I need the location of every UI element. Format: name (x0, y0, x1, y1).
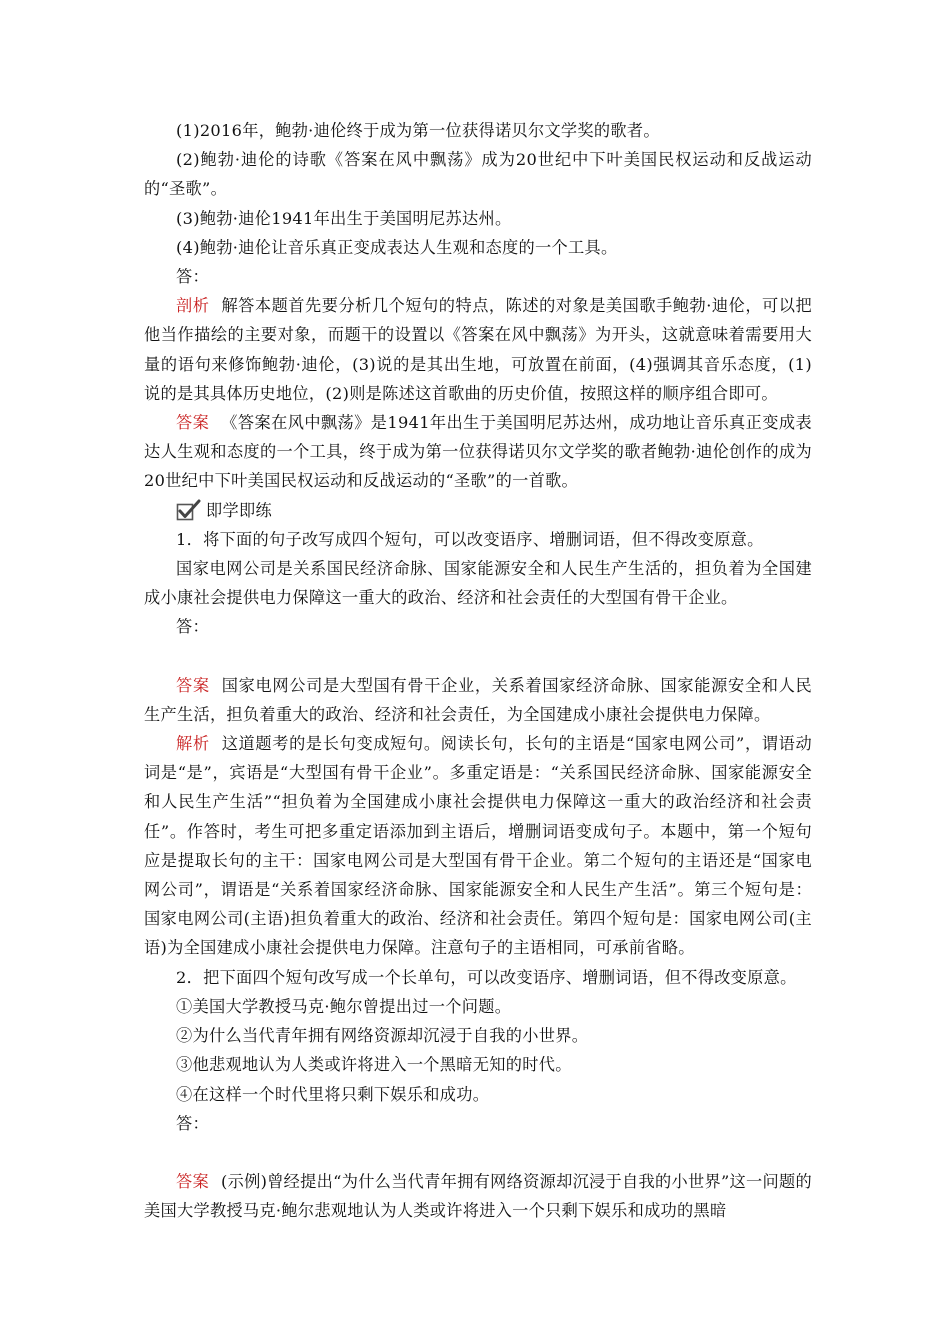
ex1-answer-tag: 答案 (176, 675, 210, 695)
practice-heading (144, 496, 812, 525)
analysis-tag: 剖析 (176, 296, 210, 316)
ex2-item-4: ④在这样一个时代里将只剩下娱乐和成功。 (176, 1084, 490, 1104)
ex2-answer-prompt: 答： (176, 1113, 209, 1133)
answer1-paragraph (144, 408, 812, 496)
ex2-item-1: ①美国大学教授马克·鲍尔曾提出过一个问题。 (176, 996, 512, 1016)
q-item-1: (1)2016年，鲍勃·迪伦终于成为第一位获得诺贝尔文学奖的歌者。 (176, 121, 660, 140)
ex1-answer-text: 国家电网公司是大型国有骨干企业，关系着国家经济命脉、国家能源安全和人民生产生活，担负着重大的政治、经济和社会责任，为全国建成小康社会提供电力保障。 (144, 675, 812, 724)
ex2-answer-paragraph (144, 1167, 812, 1225)
ex1-explain-text: 这道题考的是长句变成短句。阅读长句，长句的主语是“国家电网公司”，谓语动词是“是”，宾语是“大型国有骨干企业”。多重定语是：“关系国民经济命脉、国家能源安全和人民生产生活”“担负着为全国建成小康社会提供电力保障这一重大的政治经济和社会责任”。作答时，考生可把多重定语添加到主语后，增删词语变成句子。本题中，第一个短句应是提取长句的主干：国家电网公司是大型国有骨干企业。第二个短句的主语还是“国家电网公司”，谓语是“关系着国家经济命脉、国家能源安全和人民生产生活”。第三个短句是：国家电网公司(主语)担负着重大的政治、经济和社会责任。第四个短句是：国家电网公司(主语)为全国建成小康社会提供电力保障。注意句子的主语相同，可承前省略。 (144, 734, 812, 958)
answer1-text: 《答案在风中飘荡》是1941年出生于美国明尼苏达州，成功地让音乐真正变成表达人生观和态度的一个工具，终于成为第一位获得诺贝尔文学奖的歌者鲍勃·迪伦创作的成为20世纪中下叶美国民权运动和反战运动的“圣歌”的一首歌。 (144, 413, 812, 491)
ex1-answer-prompt: 答： (176, 617, 209, 637)
ex2-answer-text: (示例)曾经提出“为什么当代青年拥有网络资源却沉浸于自我的小世界”这一问题的美国大学教授马克·鲍尔悲观地认为人类或许将进入一个只剩下娱乐和成功的黑暗 (144, 1171, 812, 1221)
answer-prompt: 答： (176, 267, 209, 287)
ex1-question: 1．将下面的句子改写成四个短句，可以改变语序、增删词语，但不得改变原意。 (176, 529, 764, 549)
q-item-4: (4)鲍勃·迪伦让音乐真正变成表达人生观和态度的一个工具。 (176, 237, 618, 257)
answer1-tag: 答案 (176, 413, 210, 433)
analysis-paragraph (144, 291, 812, 408)
ex1-answer-paragraph (144, 671, 812, 729)
analysis-text: 解答本题首先要分析几个短句的特点，陈述的对象是美国歌手鲍勃·迪伦，可以把他当作描绘的主要对象，而题干的设置以《答案在风中飘荡》为开头，这就意味着需要用大量的语句来修饰鲍勃·迪伦，(3)说的是其出生地，可放置在前面，(4)强调其音乐态度，(1)说的是其具体历史地位，(2)则是陈述这首歌曲的历史价值，按照这样的顺序组合即可。 (144, 296, 812, 403)
ex1-explain-tag: 解析 (176, 734, 210, 754)
ex2-answer-tag: 答案 (176, 1171, 209, 1191)
document-page (144, 116, 812, 1225)
answer-space (144, 642, 812, 671)
ex2-item-3: ③他悲观地认为人类或许将进入一个黑暗无知的时代。 (176, 1055, 572, 1075)
ex1-sentence: 国家电网公司是关系国民经济命脉、国家能源安全和人民生产生活的，担负着为全国建成小康社会提供电力保障这一重大的政治、经济和社会责任的大型国有骨干企业。 (144, 559, 812, 608)
practice-heading-text: 即学即练 (206, 500, 272, 520)
q-item-3: (3)鲍勃·迪伦1941年出生于美国明尼苏达州。 (176, 208, 512, 228)
ex2-item-2: ②为什么当代青年拥有网络资源却沉浸于自我的小世界。 (176, 1026, 589, 1046)
q-item-2: (2)鲍勃·迪伦的诗歌《答案在风中飘荡》成为20世纪中下叶美国民权运动和反战运动的“圣歌”。 (144, 150, 812, 199)
answer-space (144, 1138, 812, 1167)
ex1-explain-paragraph (144, 729, 812, 963)
checkbox-check-icon (176, 499, 202, 521)
ex2-question: 2．把下面四个短句改写成一个长单句，可以改变语序、增删词语，但不得改变原意。 (176, 967, 797, 987)
